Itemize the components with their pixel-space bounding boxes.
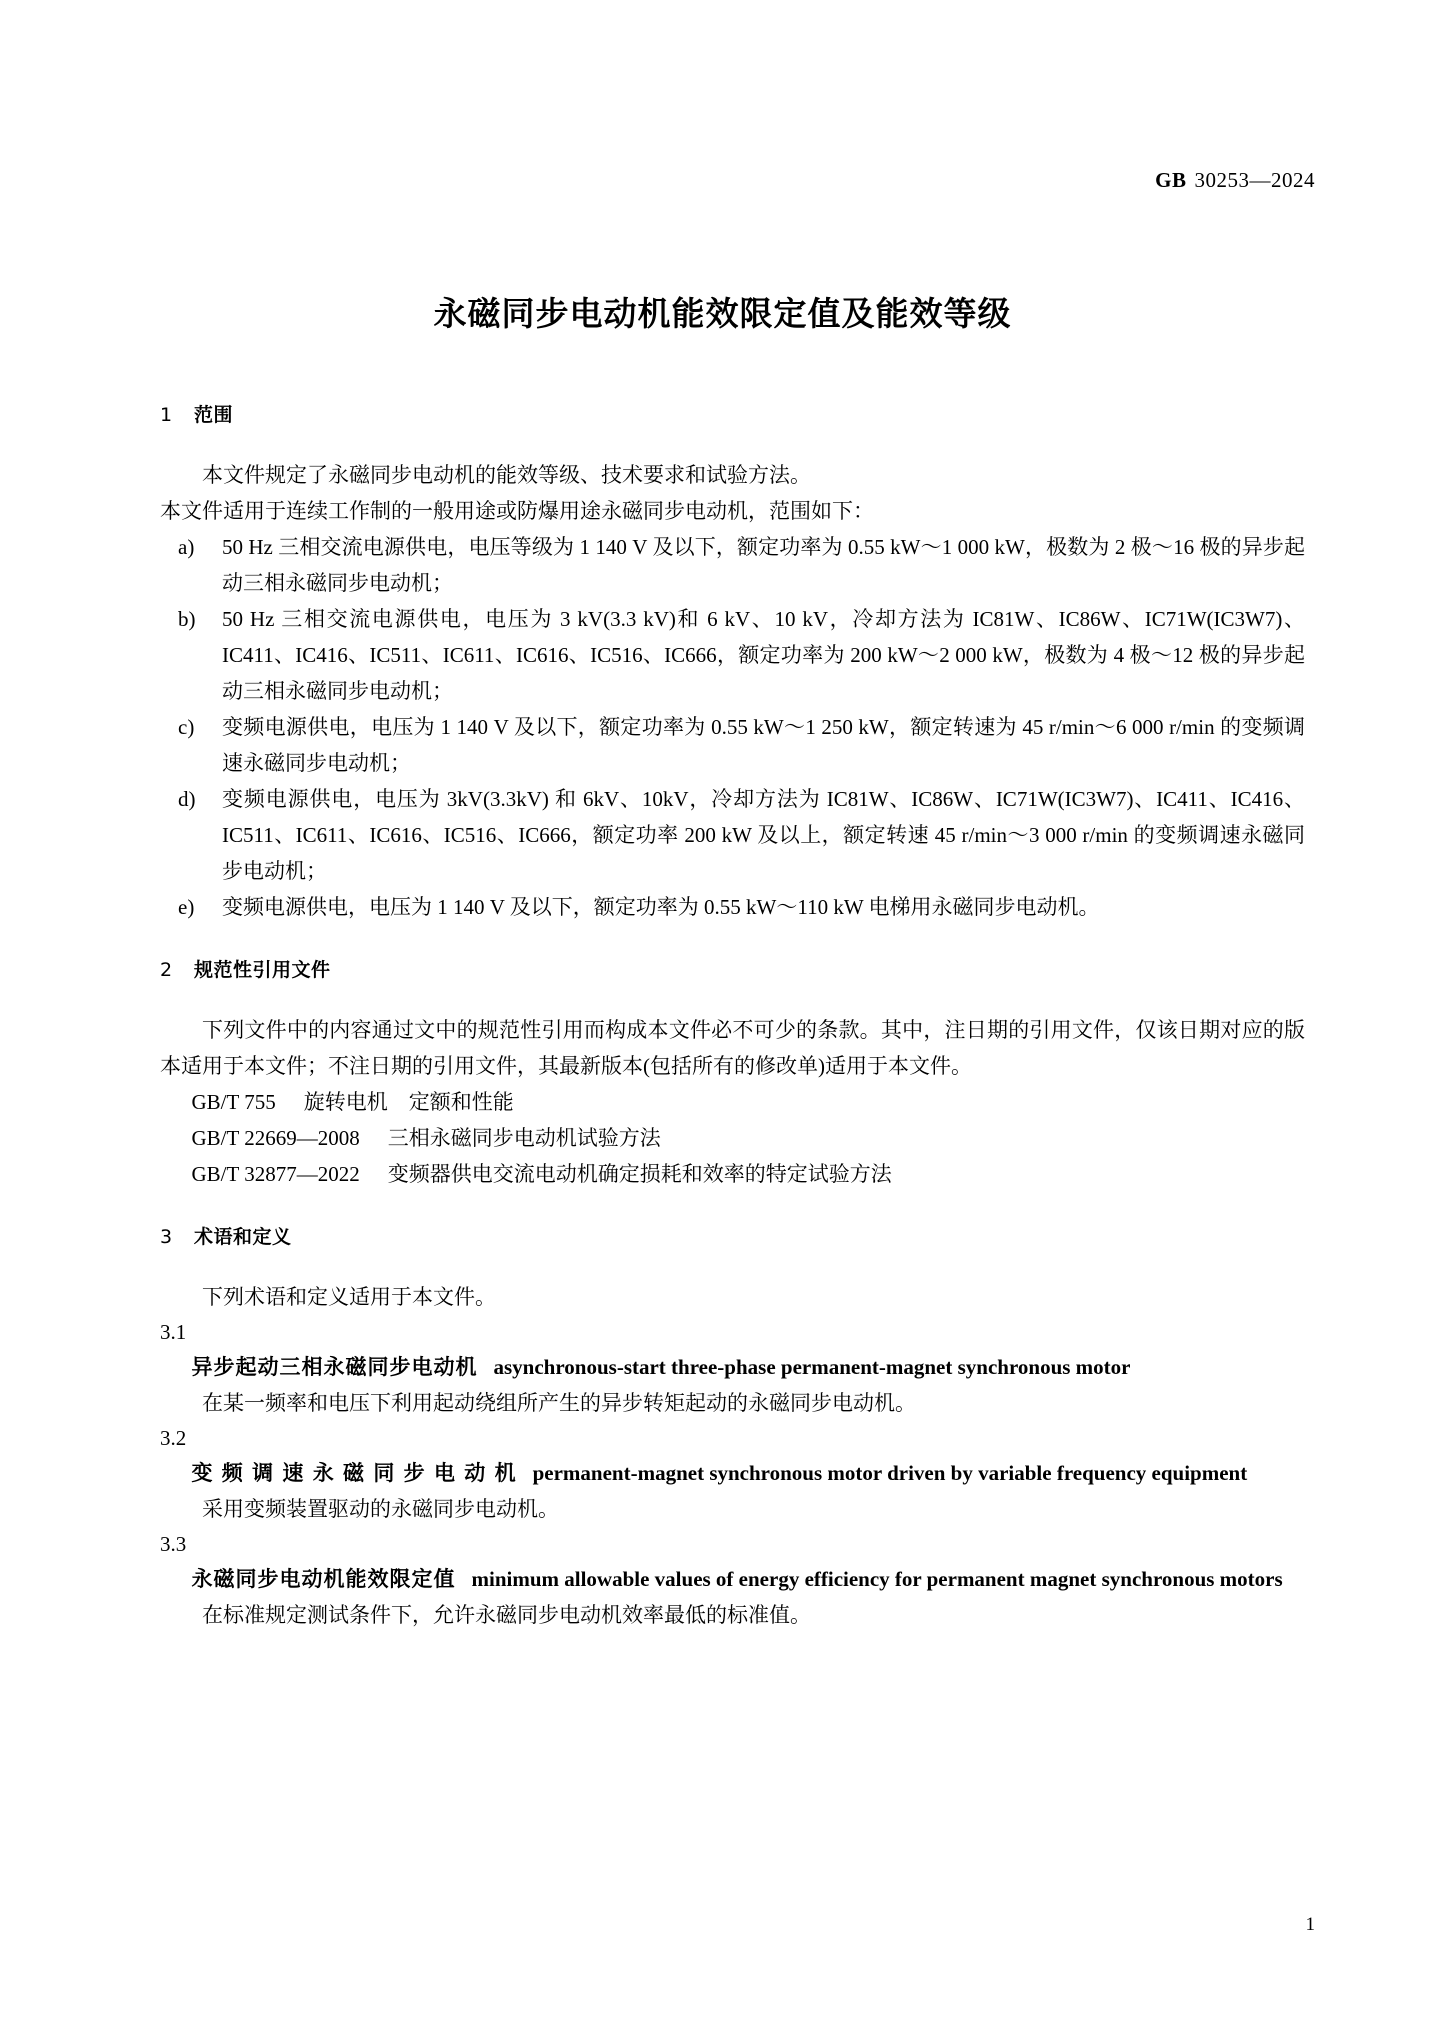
- clause1-paragraph-1: 本文件规定了永磁同步电动机的能效等级、技术要求和试验方法。: [202, 463, 811, 487]
- list-item: [160, 781, 1305, 889]
- list-item-marker: b): [178, 607, 196, 631]
- list-item-text: 变频电源供电，电压为 1 140 V 及以下，额定功率为 0.55 kW～1 250 kW，额定转速为 45 r/min～6 000 r/min 的变频调速永磁同步电动机；: [222, 715, 1305, 775]
- clause-number-3: 3: [160, 1226, 173, 1248]
- term-label-en: permanent-magnet synchronous motor driven by variable frequency equipment: [532, 1461, 1248, 1485]
- clause-title-1: 范围: [194, 404, 234, 426]
- list-item: [160, 529, 1305, 601]
- list-item-marker: d): [178, 787, 196, 811]
- list-item-marker: a): [178, 535, 195, 559]
- term-number: 3.1: [160, 1320, 187, 1344]
- scope-item-list: [160, 529, 1305, 925]
- document-header: [1155, 168, 1315, 193]
- clause-heading-1: [160, 400, 1305, 427]
- term-number: 3.3: [160, 1532, 187, 1556]
- list-item: [160, 709, 1305, 781]
- clause3-intro: 下列术语和定义适用于本文件。: [202, 1285, 496, 1309]
- standard-prefix: GB: [1155, 168, 1187, 192]
- clause1-paragraph-2: 本文件适用于连续工作制的一般用途或防爆用途永磁同步电动机，范围如下：: [160, 499, 874, 523]
- list-item: [160, 601, 1305, 709]
- clause-heading-2: [160, 955, 1305, 982]
- term-label-cn: 永磁同步电动机能效限定值: [191, 1567, 456, 1591]
- page-title: 永磁同步电动机能效限定值及能效等级: [433, 294, 1012, 333]
- clause-title-3: 术语和定义: [194, 1226, 292, 1248]
- term-label-en: asynchronous-start three-phase permanent-magnet synchronous motor: [493, 1355, 1131, 1379]
- clause2-paragraph: 下列文件中的内容通过文中的规范性引用而构成本文件必不可少的条款。其中，注日期的引用文件，仅该日期对应的版本适用于本文件；不注日期的引用文件，其最新版本(包括所有的修改单)适用于本文件。: [160, 1018, 1305, 1078]
- reference-title: 变频器供电交流电动机确定损耗和效率的特定试验方法: [387, 1162, 892, 1186]
- term-label-en: minimum allowable values of energy efficiency for permanent magnet synchronous motors: [471, 1567, 1283, 1591]
- term-heading: [160, 1455, 1305, 1491]
- normative-reference: [160, 1120, 1305, 1156]
- list-item: [160, 889, 1305, 925]
- clause-title-2: 规范性引用文件: [194, 959, 331, 981]
- reference-title: 旋转电机 定额和性能: [303, 1090, 514, 1114]
- term-heading: [160, 1349, 1305, 1385]
- list-item-text: 50 Hz 三相交流电源供电，电压为 3 kV(3.3 kV)和 6 kV、10 kV，冷却方法为 IC81W、IC86W、IC71W(IC3W7)、IC411、IC416、IC511、IC611、IC616、IC516、IC666，额定功率为 200 kW～2 000 kW，极数为 4 极～12 极的异步起动三相永磁同步电动机；: [222, 607, 1305, 703]
- term-label-cn: 异步起动三相永磁同步电动机: [191, 1355, 478, 1379]
- reference-title: 三相永磁同步电动机试验方法: [387, 1126, 661, 1150]
- list-item-marker: c): [178, 715, 195, 739]
- list-item-text: 50 Hz 三相交流电源供电，电压等级为 1 140 V 及以下，额定功率为 0.55 kW～1 000 kW，极数为 2 极～16 极的异步起动三相永磁同步电动机；: [222, 535, 1305, 595]
- term-definition: 在某一频率和电压下利用起动绕组所产生的异步转矩起动的永磁同步电动机。: [202, 1391, 916, 1415]
- clause-number-1: 1: [160, 404, 173, 426]
- term-heading: [160, 1561, 1305, 1597]
- term-number: 3.2: [160, 1426, 187, 1450]
- normative-reference: [160, 1084, 1305, 1120]
- list-item-text: 变频电源供电，电压为 3kV(3.3kV) 和 6kV、10kV，冷却方法为 IC81W、IC86W、IC71W(IC3W7)、IC411、IC416、IC511、IC611、IC616、IC516、IC666，额定功率 200 kW 及以上，额定转速 45 r/min～3 000 r/min 的变频调速永磁同步电动机；: [222, 787, 1305, 883]
- list-item-marker: e): [178, 895, 195, 919]
- term-label-cn: 变 频 调 速 永 磁 同 步 电 动 机: [191, 1461, 517, 1485]
- clause-heading-3: [160, 1222, 1305, 1249]
- normative-reference: [160, 1156, 1305, 1192]
- list-item-text: 变频电源供电，电压为 1 140 V 及以下，额定功率为 0.55 kW～110 kW 电梯用永磁同步电动机。: [222, 895, 1100, 919]
- reference-code: GB/T 32877—2022: [191, 1162, 360, 1186]
- document-body: [160, 400, 1305, 1633]
- reference-code: GB/T 755: [191, 1090, 276, 1114]
- term-definition: 采用变频装置驱动的永磁同步电动机。: [202, 1497, 559, 1521]
- term-definition: 在标准规定测试条件下，允许永磁同步电动机效率最低的标准值。: [202, 1603, 811, 1627]
- standard-number: 30253—2024: [1194, 168, 1315, 192]
- reference-code: GB/T 22669—2008: [191, 1126, 360, 1150]
- clause-number-2: 2: [160, 959, 173, 981]
- page-number: 1: [1305, 1914, 1315, 1935]
